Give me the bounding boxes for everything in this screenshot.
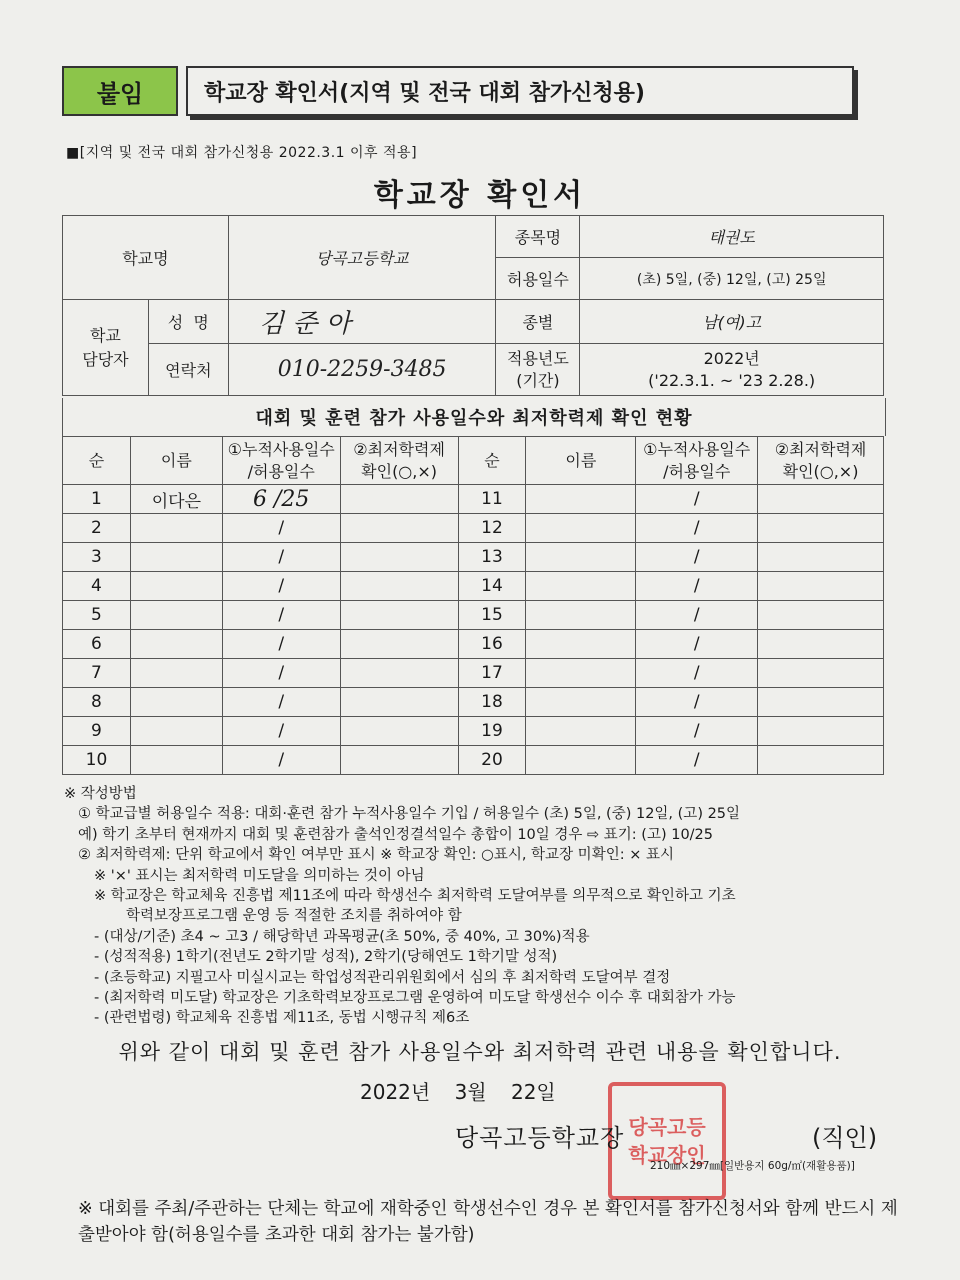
row-number: 15	[458, 601, 526, 630]
used-days: /	[636, 572, 758, 601]
instruction-line: - (초등학교) 지필고사 미실시교는 학업성적관리위원회에서 심의 후 최저학력 도달여부 결정	[94, 969, 671, 986]
student-name	[526, 659, 636, 688]
used-days: /	[222, 543, 340, 572]
used-days: /	[222, 717, 340, 746]
applicability-note: ■[지역 및 전국 대회 참가신청용 2022.3.1 이후 적용]	[66, 145, 418, 161]
student-name	[526, 572, 636, 601]
student-name	[130, 601, 222, 630]
row-number: 14	[458, 572, 526, 601]
academic-check	[340, 659, 458, 688]
document-header	[62, 66, 854, 118]
academic-check	[758, 514, 884, 543]
col-name: 이름	[526, 437, 636, 485]
school-label: 학교명	[63, 216, 229, 300]
year-cell	[580, 344, 884, 396]
instruction-line: ② 최저학력제: 단위 학교에서 확인 여부만 표시 ※ 학교장 확인: ○표시, 학교장 미확인: × 표시	[78, 847, 674, 864]
contact-value: 010-2259-3485	[228, 344, 496, 396]
academic-check	[340, 572, 458, 601]
row-number: 5	[63, 601, 131, 630]
row-number: 9	[63, 717, 131, 746]
student-name	[526, 630, 636, 659]
row-number: 17	[458, 659, 526, 688]
row-number: 13	[458, 543, 526, 572]
academic-check	[758, 572, 884, 601]
footer-note: ※ 대회를 주최/주관하는 단체는 학교에 재학중인 학생선수인 경우 본 확인서를 참가신청서와 함께 반드시 제출받아야 함(허용일수를 초과한 대회 참가는 불가함)	[78, 1199, 898, 1245]
used-days: /	[636, 717, 758, 746]
seal-label: (직인)	[812, 1124, 878, 1152]
info-table	[62, 215, 884, 396]
row-number: 7	[63, 659, 131, 688]
col-num: 순	[458, 437, 526, 485]
year-value: 2022년	[703, 348, 760, 368]
period-value: ('22.3.1. ~ '23 2.28.)	[648, 370, 816, 390]
col-name: 이름	[130, 437, 222, 485]
row-number: 20	[458, 746, 526, 775]
student-name	[526, 746, 636, 775]
academic-check	[758, 630, 884, 659]
student-name	[526, 688, 636, 717]
event-value: 태권도	[580, 216, 884, 258]
student-name	[130, 572, 222, 601]
instruction-line: 학력보장프로그램 운영 등 적절한 조치를 취하여야 함	[126, 908, 462, 925]
used-days: /	[636, 485, 758, 514]
row-number: 8	[63, 688, 131, 717]
student-name	[130, 717, 222, 746]
official-seal: 당곡고등 학교장인	[608, 1082, 726, 1200]
student-name	[526, 485, 636, 514]
row-number: 11	[458, 485, 526, 514]
student-name	[130, 746, 222, 775]
used-days: /	[222, 572, 340, 601]
academic-check	[340, 601, 458, 630]
academic-check	[758, 746, 884, 775]
used-days: /	[222, 746, 340, 775]
academic-check	[340, 514, 458, 543]
used-days: /	[222, 630, 340, 659]
principal-name: 당곡고등학교장	[455, 1124, 625, 1152]
academic-check	[340, 717, 458, 746]
row-number: 19	[458, 717, 526, 746]
contact-label: 연락처	[148, 344, 228, 396]
table-row	[63, 659, 884, 688]
gender-value: 남(여)고	[580, 300, 884, 344]
instruction-line: - (관련법령) 학교체육 진흥법 제11조, 동법 시행규칙 제6조	[94, 1010, 470, 1027]
row-number: 1	[63, 485, 131, 514]
academic-check	[340, 688, 458, 717]
status-title: 대회 및 훈련 참가 사용일수와 최저학력제 확인 현황	[62, 398, 886, 436]
instruction-line: ※ 학교장은 학교체육 진흥법 제11조에 따라 학생선수 최저학력 도달여부를 의무적으로 확인하고 기초	[94, 888, 736, 905]
table-row	[63, 717, 884, 746]
table-row	[63, 485, 884, 514]
academic-check	[340, 746, 458, 775]
used-days: /	[636, 630, 758, 659]
academic-check	[340, 543, 458, 572]
student-name: 이다은	[130, 485, 222, 514]
used-days: /	[636, 746, 758, 775]
academic-check	[340, 630, 458, 659]
issue-date: 2022년 3월 22일	[360, 1080, 556, 1104]
manager-label: 학교 담당자	[63, 300, 149, 396]
academic-check	[758, 717, 884, 746]
instruction-line: 예) 학기 초부터 현재까지 대회 및 훈련참가 출석인정결석일수 총합이 10일 경우 ⇨ 표기: (고) 10/25	[78, 826, 714, 843]
academic-check	[340, 485, 458, 514]
row-number: 3	[63, 543, 131, 572]
row-number: 10	[63, 746, 131, 775]
used-days: /	[222, 601, 340, 630]
student-name	[526, 717, 636, 746]
academic-check	[758, 688, 884, 717]
used-days: /	[636, 659, 758, 688]
student-name	[130, 514, 222, 543]
gender-label: 종별	[496, 300, 580, 344]
page-title: 학교장 확인서	[373, 178, 587, 213]
academic-check	[758, 659, 884, 688]
table-row	[63, 572, 884, 601]
status-table	[62, 436, 884, 775]
writing-instructions	[64, 784, 890, 1029]
event-label: 종목명	[496, 216, 580, 258]
row-number: 12	[458, 514, 526, 543]
paper-spec: 210㎜×297㎜[일반용지 60g/㎡(재활용품)]	[650, 1160, 855, 1172]
table-row	[63, 746, 884, 775]
instruction-line: - (성적적용) 1학기(전년도 2학기말 성적), 2학기(당해연도 1학기말 성적)	[94, 949, 558, 966]
academic-check	[758, 485, 884, 514]
manager-name: 김 준 아	[228, 300, 496, 344]
used-days: /	[222, 688, 340, 717]
confirmation-statement: 위와 같이 대회 및 훈련 참가 사용일수와 최저학력 관련 내용을 확인합니다.	[118, 1040, 842, 1064]
attachment-tag: 붙임	[62, 66, 178, 116]
name-label: 성 명	[148, 300, 228, 344]
student-name	[130, 630, 222, 659]
student-name	[526, 543, 636, 572]
col-days: ①누적사용일수 /허용일수	[636, 437, 758, 485]
table-row	[63, 601, 884, 630]
student-name	[130, 688, 222, 717]
allowed-days-label: 허용일수	[496, 258, 580, 300]
instruction-line: - (대상/기준) 초4 ~ 고3 / 해당학년 과목평균(초 50%, 중 40%, 고 30%)적용	[94, 928, 590, 945]
col-check: ②최저학력제 확인(○,×)	[758, 437, 884, 485]
row-number: 2	[63, 514, 131, 543]
used-days: /	[636, 601, 758, 630]
col-num: 순	[63, 437, 131, 485]
student-name	[526, 601, 636, 630]
student-name	[526, 514, 636, 543]
student-name	[130, 659, 222, 688]
instruction-line: ※ 작성방법	[64, 786, 137, 802]
row-number: 16	[458, 630, 526, 659]
col-check: ②최저학력제 확인(○,×)	[340, 437, 458, 485]
header-title: 학교장 확인서(지역 및 전국 대회 참가신청용)	[186, 66, 854, 116]
table-row	[63, 543, 884, 572]
table-row	[63, 514, 884, 543]
student-name	[130, 543, 222, 572]
table-row	[63, 630, 884, 659]
used-days: /	[636, 514, 758, 543]
year-label: 적용년도 (기간)	[496, 344, 580, 396]
row-number: 6	[63, 630, 131, 659]
school-name: 당곡고등학교	[228, 216, 496, 300]
table-row	[63, 688, 884, 717]
academic-check	[758, 543, 884, 572]
academic-check	[758, 601, 884, 630]
used-days: 6 /25	[222, 485, 340, 514]
instruction-line: ※ '×' 표시는 최저학력 미도달을 의미하는 것이 아님	[94, 867, 425, 884]
row-number: 4	[63, 572, 131, 601]
allowed-days-value: (초) 5일, (중) 12일, (고) 25일	[580, 258, 884, 300]
row-number: 18	[458, 688, 526, 717]
used-days: /	[636, 688, 758, 717]
instruction-line: ① 학교급별 허용일수 적용: 대회·훈련 참가 누적사용일수 기입 / 허용일수 (초) 5일, (중) 12일, (고) 25일	[78, 806, 741, 823]
instruction-line: - (최저학력 미도달) 학교장은 기초학력보장프로그램 운영하여 미도달 학생선수 이수 후 대회참가 가능	[94, 990, 736, 1007]
used-days: /	[222, 514, 340, 543]
used-days: /	[222, 659, 340, 688]
col-days: ①누적사용일수 /허용일수	[222, 437, 340, 485]
used-days: /	[636, 543, 758, 572]
